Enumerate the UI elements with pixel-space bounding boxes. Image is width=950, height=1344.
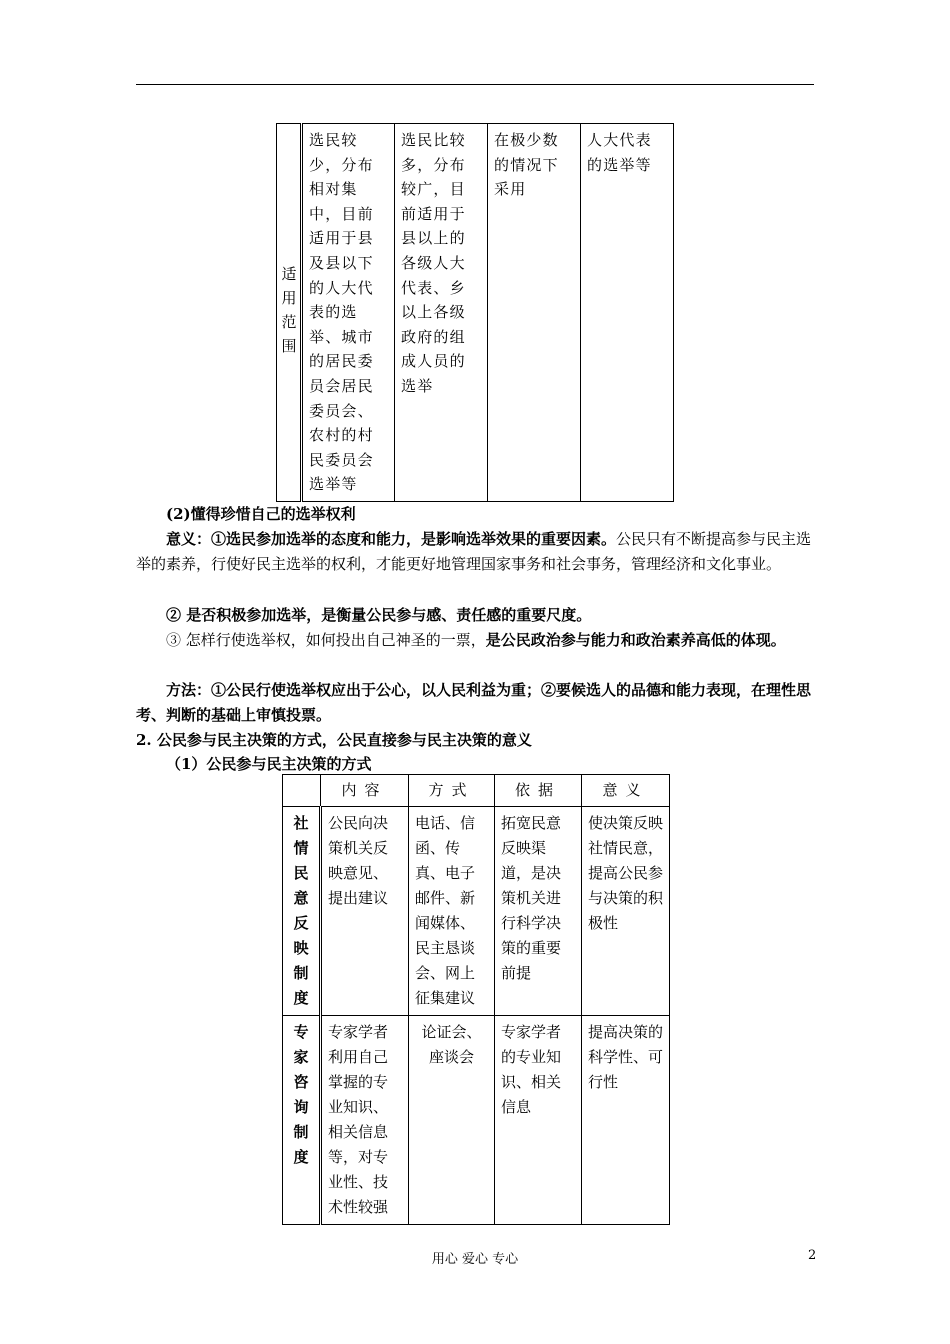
table-row [283, 1015, 670, 1224]
table1-cell-equal: 在极少数的情况下采用 [488, 124, 581, 502]
table2-header-blank [283, 775, 321, 807]
table2-row-label-cell [283, 806, 321, 1015]
table2-cell-basis: 专家学者的专业知识、相关信息 [495, 1015, 582, 1224]
meaning-3-a: ③ 怎样行使选举权，如何投出自己神圣的一票， [166, 631, 486, 649]
table2-cell-meaning: 使决策反映社情民意，提高公民参与决策的积极性 [582, 806, 670, 1015]
decision-methods-table [282, 774, 670, 1225]
section-heading-cherish: (2)懂得珍惜自己的选举权利 [166, 505, 356, 523]
meaning-paragraph-1 [136, 527, 816, 577]
table1-side-cell [277, 124, 302, 502]
table2-cell-meaning: 提高决策的科学性、可行性 [582, 1015, 670, 1224]
meaning-3-b: 是公民政治参与能力和政治素养高低的体现。 [485, 631, 786, 649]
meaning-1-rest: 公民只有不断提高参与民主选举的素养，行使好民主选举的权利，才能更好地管理国家事务和社会事务，管理经济和文化事业。 [136, 530, 812, 573]
table1-cell-differential: 人大代表的选举等 [581, 124, 674, 502]
subheading-decision-methods: （1）公民参与民主决策的方式 [166, 755, 372, 773]
table2-cell-content: 公民向决策机关反映意见、提出建议 [321, 806, 409, 1015]
footer-motto: 用心 爱心 专心 [431, 1252, 519, 1267]
header-rule [136, 84, 814, 85]
table2-header-row [283, 775, 670, 807]
table2-cell-content: 专家学者利用自己掌握的专业知识、相关信息等，对专业性、技术性较强 [321, 1015, 409, 1224]
method-paragraph: 方法：①公民行使选举权应出于公心，以人民利益为重；②要候选人的品德和能力表现，在理性思考、判断的基础上审慎投票。 [136, 681, 812, 724]
table2-cell-method: 电话、信函、传真、电子邮件、新闻媒体、民主恳谈会、网上征集建议 [409, 806, 495, 1015]
meaning-1-bold: ①选民参加选举的态度和能力，是影响选举效果的重要因素。 [211, 530, 617, 548]
table1-cell-indirect: 选民比较多，分布较广，目前适用于县以上的各级人大代表、乡以上各级政府的组成人员的选举 [395, 124, 488, 502]
table2-row-label: 社情民意反映制度 [293, 813, 309, 1007]
table2-header-method: 方式 [409, 775, 495, 807]
section-heading-decision: 2. 公民参与民主决策的方式，公民直接参与民主决策的意义 [136, 731, 532, 749]
table2-cell-method: 论证会、座谈会 [409, 1015, 495, 1224]
table2-row-label-cell [283, 1015, 321, 1224]
table1-side-label: 适用范围 [281, 265, 297, 355]
election-scope-table [276, 123, 674, 502]
table2-header-meaning: 意义 [582, 775, 670, 807]
meaning-label: 意义： [166, 530, 212, 548]
table2-row-label: 专家咨询制度 [293, 1022, 309, 1166]
table2-cell-basis: 拓宽民意反映渠道，是决策机关进行科学决策的重要前提 [495, 806, 582, 1015]
table2-header-content: 内容 [321, 775, 409, 807]
table-row [283, 806, 670, 1015]
meaning-paragraph-3 [136, 628, 816, 653]
table2-header-basis: 依据 [495, 775, 582, 807]
table1-cell-direct: 选民较少，分布相对集中，目前适用于县及县以下的人大代表的选举、城市的居民委员会居民委员会、农村的村民委员会选举等 [302, 124, 395, 502]
meaning-paragraph-2: ② 是否积极参加选举，是衡量公民参与感、责任感的重要尺度。 [166, 606, 592, 624]
page-number: 2 [808, 1248, 817, 1263]
